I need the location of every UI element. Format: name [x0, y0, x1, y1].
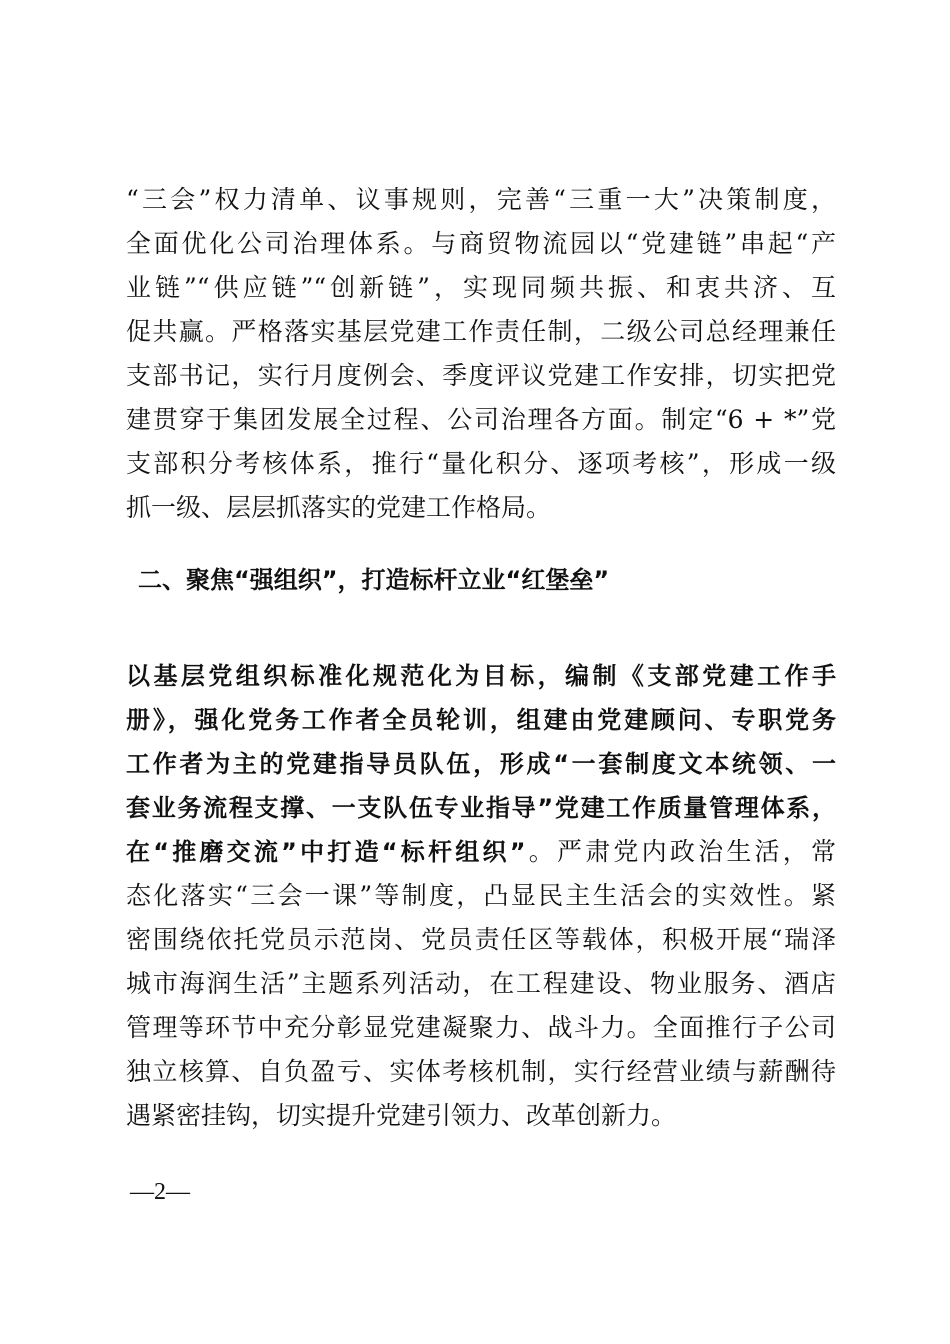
- section-heading: 二、聚焦“强组织”，打造标杆立业“红堡垒”: [138, 566, 610, 594]
- text-line: 支部积分考核体系，推行“量化积分、逐项考核”，形成一级: [126, 449, 836, 478]
- text-line: “三会”权力清单、议事规则，完善“三重一大”决策制度，: [126, 185, 836, 214]
- text-line: 独立核算、自负盈亏、实体考核机制，实行经营业绩与薪酬待: [126, 1057, 836, 1086]
- text-line: 密围绕依托党员示范岗、党员责任区等载体，积极开展“瑞泽: [126, 925, 836, 954]
- normal-segment: 。严肃党内政治生活，常: [525, 837, 836, 866]
- text-line: 建贯穿于集团发展全过程、公司治理各方面。制定“6 + *”党: [126, 405, 836, 434]
- text-line: 抓一级、层层抓落实的党建工作格局。: [126, 493, 552, 522]
- text-line: 促共赢。严格落实基层党建工作责任制，二级公司总经理兼任: [126, 317, 836, 346]
- text-line: [126, 830, 836, 874]
- text-line: 套业务流程支撑、一支队伍专业指导”党建工作质量管理体系，: [126, 794, 836, 822]
- text-line: 业链”“供应链”“创新链”，实现同频共振、和衷共济、互: [126, 273, 836, 302]
- text-line: 城市海润生活”主题系列活动，在工程建设、物业服务、酒店: [126, 969, 836, 998]
- text-line: 工作者为主的党建指导员队伍，形成“一套制度文本统领、一: [126, 750, 836, 778]
- text-line: 遇紧密挂钩，切实提升党建引领力、改革创新力。: [126, 1101, 677, 1130]
- text-line: 以基层党组织标准化规范化为目标，编制《支部党建工作手: [126, 662, 836, 690]
- bold-segment: 在“推磨交流”中打造“标杆组织”: [126, 838, 526, 866]
- page-number: —2—: [130, 1179, 190, 1205]
- text-line: 支部书记，实行月度例会、季度评议党建工作安排，切实把党: [126, 361, 836, 390]
- text-line: 册》，强化党务工作者全员轮训，组建由党建顾问、专职党务: [126, 706, 836, 734]
- text-line: 全面优化公司治理体系。与商贸物流园以“党建链”串起“产: [126, 229, 836, 258]
- text-line: 态化落实“三会一课”等制度，凸显民主生活会的实效性。紧: [126, 881, 836, 910]
- text-line: 管理等环节中充分彰显党建凝聚力、战斗力。全面推行子公司: [126, 1013, 836, 1042]
